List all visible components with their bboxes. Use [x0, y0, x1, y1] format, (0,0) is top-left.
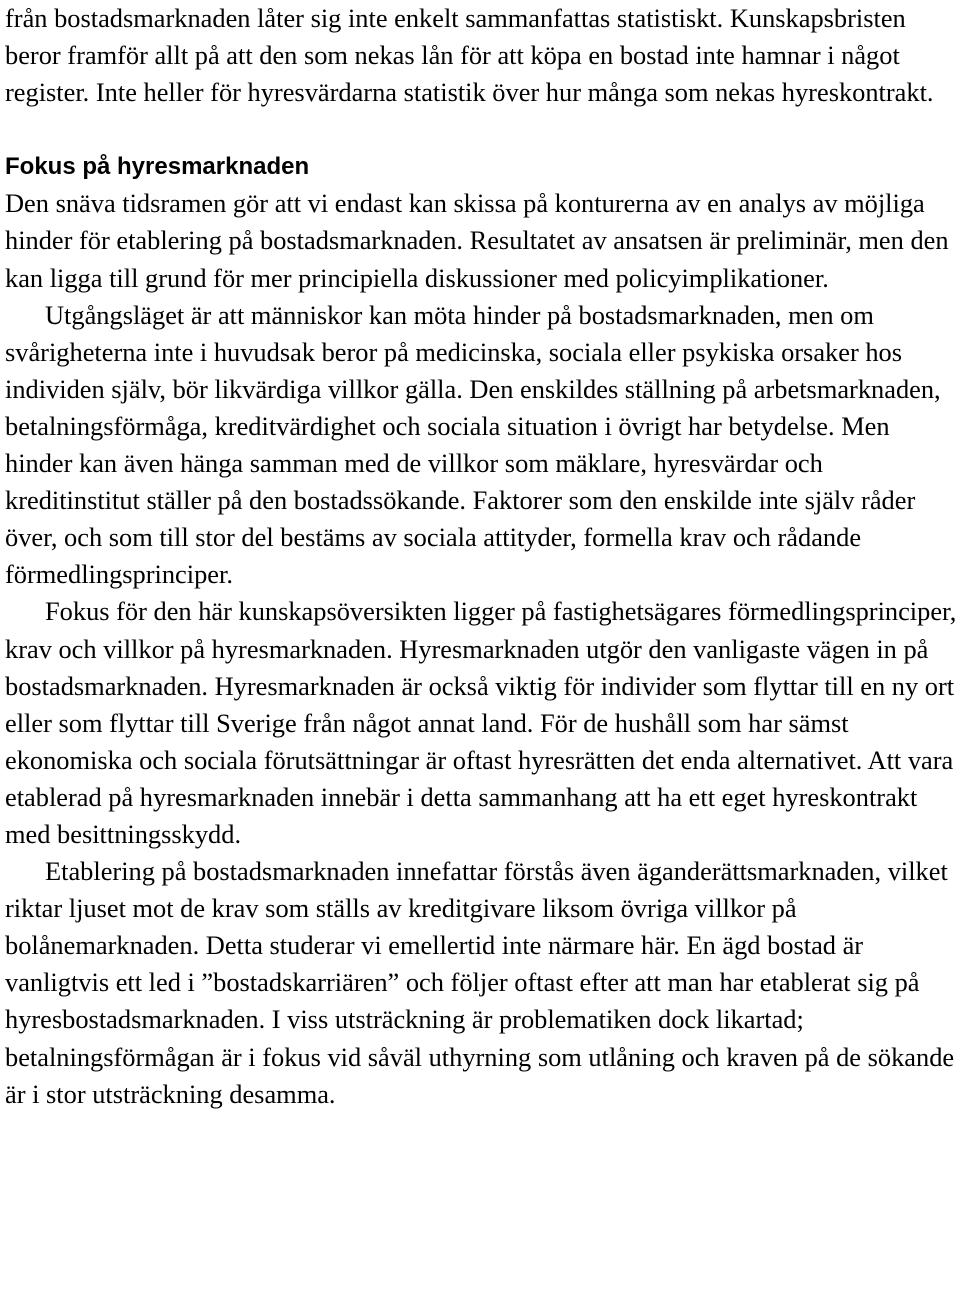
body-paragraph-1: Den snäva tidsramen gör att vi endast kan skissa på konturerna av en analys av möjliga hinder för etablering på bostadsmarknaden. Resultatet av ansatsen är preliminär, men den kan ligga till grund för mer principiella diskussioner med policyimplikationer.	[5, 188, 949, 293]
body-paragraph-4: Etablering på bostadsmarknaden innefattar förstås även äganderättsmarknaden, vilket riktar ljuset mot de krav som ställs av kreditgivare liksom övriga villkor på bolånemarknaden. Detta studerar vi emellertid inte närmare här. En ägd bostad är vanligtvis ett led i ”bostadskarriären” och följer oftast efter att man har etablerat sig på hyresbostadsmarknaden. I viss utsträckning är problematiken dock likartad; betalningsförmågan är i fokus vid såväl uthyrning som utlåning och kraven på de sökande är i stor utsträckning desamma.	[5, 856, 955, 1109]
section-spacer	[5, 111, 960, 148]
intro-paragraph: från bostadsmarknaden låter sig inte enkelt sammanfattas statistiskt. Kunskapsbristen beror framför allt på att den som nekas lån för att köpa en bostad inte hamnar i något register. Inte heller för hyresvärdarna statistik över hur många som nekas hyreskontrakt.	[5, 3, 934, 108]
section-heading: Fokus på hyresmarknaden	[5, 153, 310, 181]
body-paragraph-3: Fokus för den här kunskapsöversikten ligger på fastighetsägares förmedlingsprinciper, krav och villkor på hyresmarknaden. Hyresmarknaden utgör den vanligaste vägen in på bostadsmarknaden. Hyresmarknaden är också viktig för individer som flyttar till en ny ort eller som flyttar till Sverige från något annat land. För de hushåll som har sämst ekonomiska och sociala förutsättningar är oftast hyresrätten det enda alternativet. Att vara etablerad på hyresmarknaden innebär i detta sammanhang att ha ett eget hyreskontrakt med besittningsskydd.	[5, 596, 957, 849]
body-paragraph-2: Utgångsläget är att människor kan möta hinder på bostadsmarknaden, men om svårigheterna inte i huvudsak beror på medicinska, sociala eller psykiska orsaker hos individen själv, bör likvärdiga villkor gälla. Den enskildes ställning på arbetsmarknaden, betalningsförmåga, kreditvärdighet och sociala situation i övrigt har betydelse. Men hinder kan även hänga samman med de villkor som mäklare, hyresvärdar och kreditinstitut ställer på den bostadssökande. Faktorer som den enskilde inte själv råder över, och som till stor del bestäms av sociala attityder, formella krav och rådande förmedlingsprinciper.	[5, 299, 941, 590]
document-page	[5, 0, 960, 1113]
